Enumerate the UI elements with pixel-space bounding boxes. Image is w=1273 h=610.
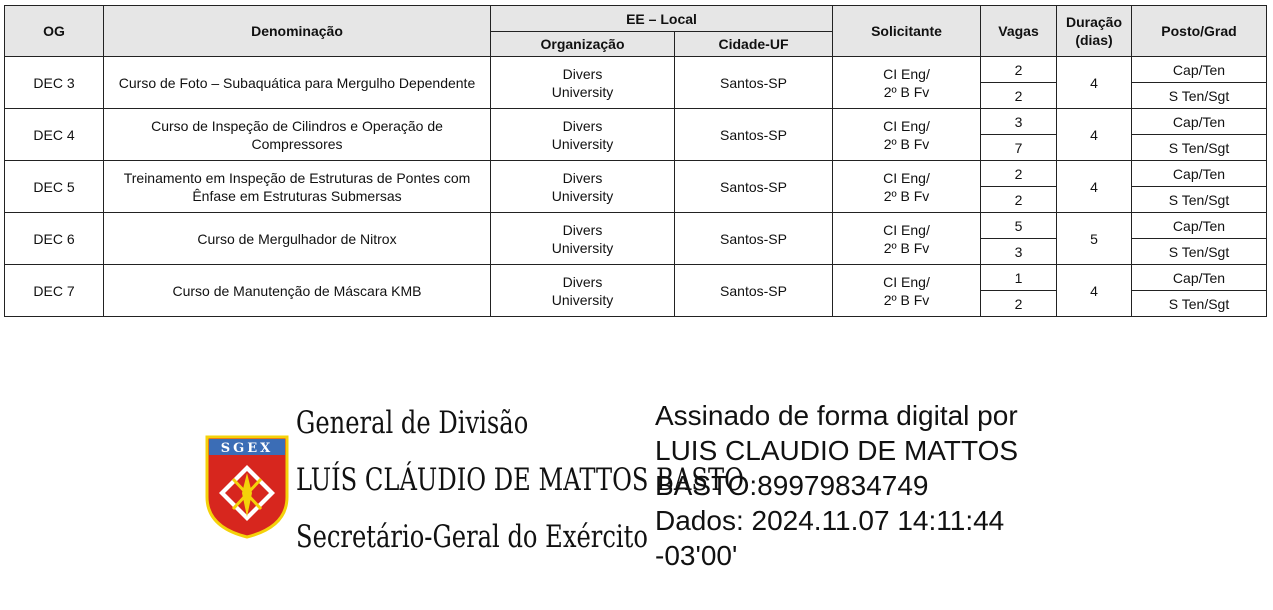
digital-signature-text <box>655 398 1075 573</box>
cell-posto: S Ten/Sgt <box>1132 239 1267 265</box>
cell-vagas: 1 <box>981 265 1057 291</box>
header-posto-grad: Posto/Grad <box>1132 6 1267 57</box>
cell-denominacao: Treinamento em Inspeção de Estruturas de Pontes com Ênfase em Estruturas Submersas <box>104 161 491 213</box>
sol-line1: CI Eng/ <box>883 221 930 238</box>
cell-organizacao <box>491 109 675 161</box>
org-line2: University <box>551 135 614 152</box>
org-line1: Divers <box>562 117 603 134</box>
table-row <box>5 265 1267 291</box>
cell-vagas: 2 <box>981 83 1057 109</box>
cell-solicitante <box>833 161 981 213</box>
cell-cidade: Santos-SP <box>675 109 833 161</box>
cell-solicitante <box>833 109 981 161</box>
org-line1: Divers <box>562 273 603 290</box>
cell-duracao: 4 <box>1057 109 1132 161</box>
signer-name: LUÍS CLÁUDIO DE MATTOS BASTO <box>296 462 744 498</box>
cell-denominacao: Curso de Inspeção de Cilindros e Operação de Compressores <box>104 109 491 161</box>
cell-denominacao: Curso de Mergulhador de Nitrox <box>104 213 491 265</box>
sol-line2: 2º B Fv <box>883 83 930 100</box>
cell-duracao: 4 <box>1057 161 1132 213</box>
cell-posto: Cap/Ten <box>1132 57 1267 83</box>
sol-line2: 2º B Fv <box>883 239 930 256</box>
signer-title: Secretário-Geral do Exército <box>296 519 648 555</box>
digital-line-2: LUIS CLAUDIO DE MATTOS <box>655 435 1019 466</box>
cell-og: DEC 6 <box>5 213 104 265</box>
cell-solicitante <box>833 265 981 317</box>
cell-posto: S Ten/Sgt <box>1132 187 1267 213</box>
sol-line2: 2º B Fv <box>883 187 930 204</box>
digital-line-1: Assinado de forma digital por <box>655 400 1018 431</box>
cell-og: DEC 4 <box>5 109 104 161</box>
cell-cidade: Santos-SP <box>675 57 833 109</box>
cell-cidade: Santos-SP <box>675 161 833 213</box>
header-duracao-line1: Duração <box>1065 14 1123 30</box>
digital-line-5: -03'00' <box>655 540 738 571</box>
cell-vagas: 2 <box>981 291 1057 317</box>
sol-line1: CI Eng/ <box>883 169 930 186</box>
cell-posto: Cap/Ten <box>1132 161 1267 187</box>
cell-vagas: 5 <box>981 213 1057 239</box>
cell-cidade: Santos-SP <box>675 265 833 317</box>
signature-block <box>0 390 1273 610</box>
table-row <box>5 213 1267 239</box>
cell-og: DEC 7 <box>5 265 104 317</box>
cell-cidade: Santos-SP <box>675 213 833 265</box>
cell-vagas: 2 <box>981 57 1057 83</box>
cell-duracao: 5 <box>1057 213 1132 265</box>
sgex-seal-icon <box>205 435 289 539</box>
cell-posto: S Ten/Sgt <box>1132 291 1267 317</box>
header-organizacao: Organização <box>491 32 675 57</box>
org-line2: University <box>551 187 614 204</box>
header-ee-local: EE – Local <box>491 6 833 32</box>
cell-solicitante <box>833 213 981 265</box>
cell-og: DEC 3 <box>5 57 104 109</box>
cell-organizacao <box>491 57 675 109</box>
signer-rank: General de Divisão <box>296 405 529 441</box>
cell-denominacao: Curso de Foto – Subaquática para Mergulho Dependente <box>104 57 491 109</box>
table-row <box>5 161 1267 187</box>
cell-vagas: 7 <box>981 135 1057 161</box>
org-line1: Divers <box>562 65 603 82</box>
org-line1: Divers <box>562 221 603 238</box>
cell-duracao: 4 <box>1057 57 1132 109</box>
cell-organizacao <box>491 265 675 317</box>
header-og: OG <box>5 6 104 57</box>
org-line2: University <box>551 239 614 256</box>
cell-og: DEC 5 <box>5 161 104 213</box>
cell-organizacao <box>491 213 675 265</box>
cell-posto: Cap/Ten <box>1132 213 1267 239</box>
header-duracao <box>1057 6 1132 57</box>
cell-posto: Cap/Ten <box>1132 109 1267 135</box>
org-line2: University <box>551 291 614 308</box>
digital-line-4: Dados: 2024.11.07 14:11:44 <box>655 505 1005 536</box>
cell-posto: S Ten/Sgt <box>1132 83 1267 109</box>
header-solicitante: Solicitante <box>833 6 981 57</box>
cell-duracao: 4 <box>1057 265 1132 317</box>
cell-posto: S Ten/Sgt <box>1132 135 1267 161</box>
sol-line1: CI Eng/ <box>883 117 930 134</box>
sol-line2: 2º B Fv <box>883 291 930 308</box>
cell-vagas: 2 <box>981 161 1057 187</box>
table-row <box>5 57 1267 83</box>
cell-vagas: 3 <box>981 239 1057 265</box>
sol-line1: CI Eng/ <box>883 65 930 82</box>
cell-posto: Cap/Ten <box>1132 265 1267 291</box>
cell-organizacao <box>491 161 675 213</box>
header-duracao-line2: (dias) <box>1075 32 1113 48</box>
courses-table <box>4 5 1267 317</box>
cell-vagas: 3 <box>981 109 1057 135</box>
seal-text: SGEX <box>220 441 274 456</box>
cell-denominacao: Curso de Manutenção de Máscara KMB <box>104 265 491 317</box>
header-cidade-uf: Cidade-UF <box>675 32 833 57</box>
sol-line2: 2º B Fv <box>883 135 930 152</box>
header-denominacao: Denominação <box>104 6 491 57</box>
org-line2: University <box>551 83 614 100</box>
digital-line-3: BASTO:89979834749 <box>655 470 929 501</box>
org-line1: Divers <box>562 169 603 186</box>
sol-line1: CI Eng/ <box>883 273 930 290</box>
cell-solicitante <box>833 57 981 109</box>
table-row <box>5 109 1267 135</box>
header-vagas: Vagas <box>981 6 1057 57</box>
cell-vagas: 2 <box>981 187 1057 213</box>
